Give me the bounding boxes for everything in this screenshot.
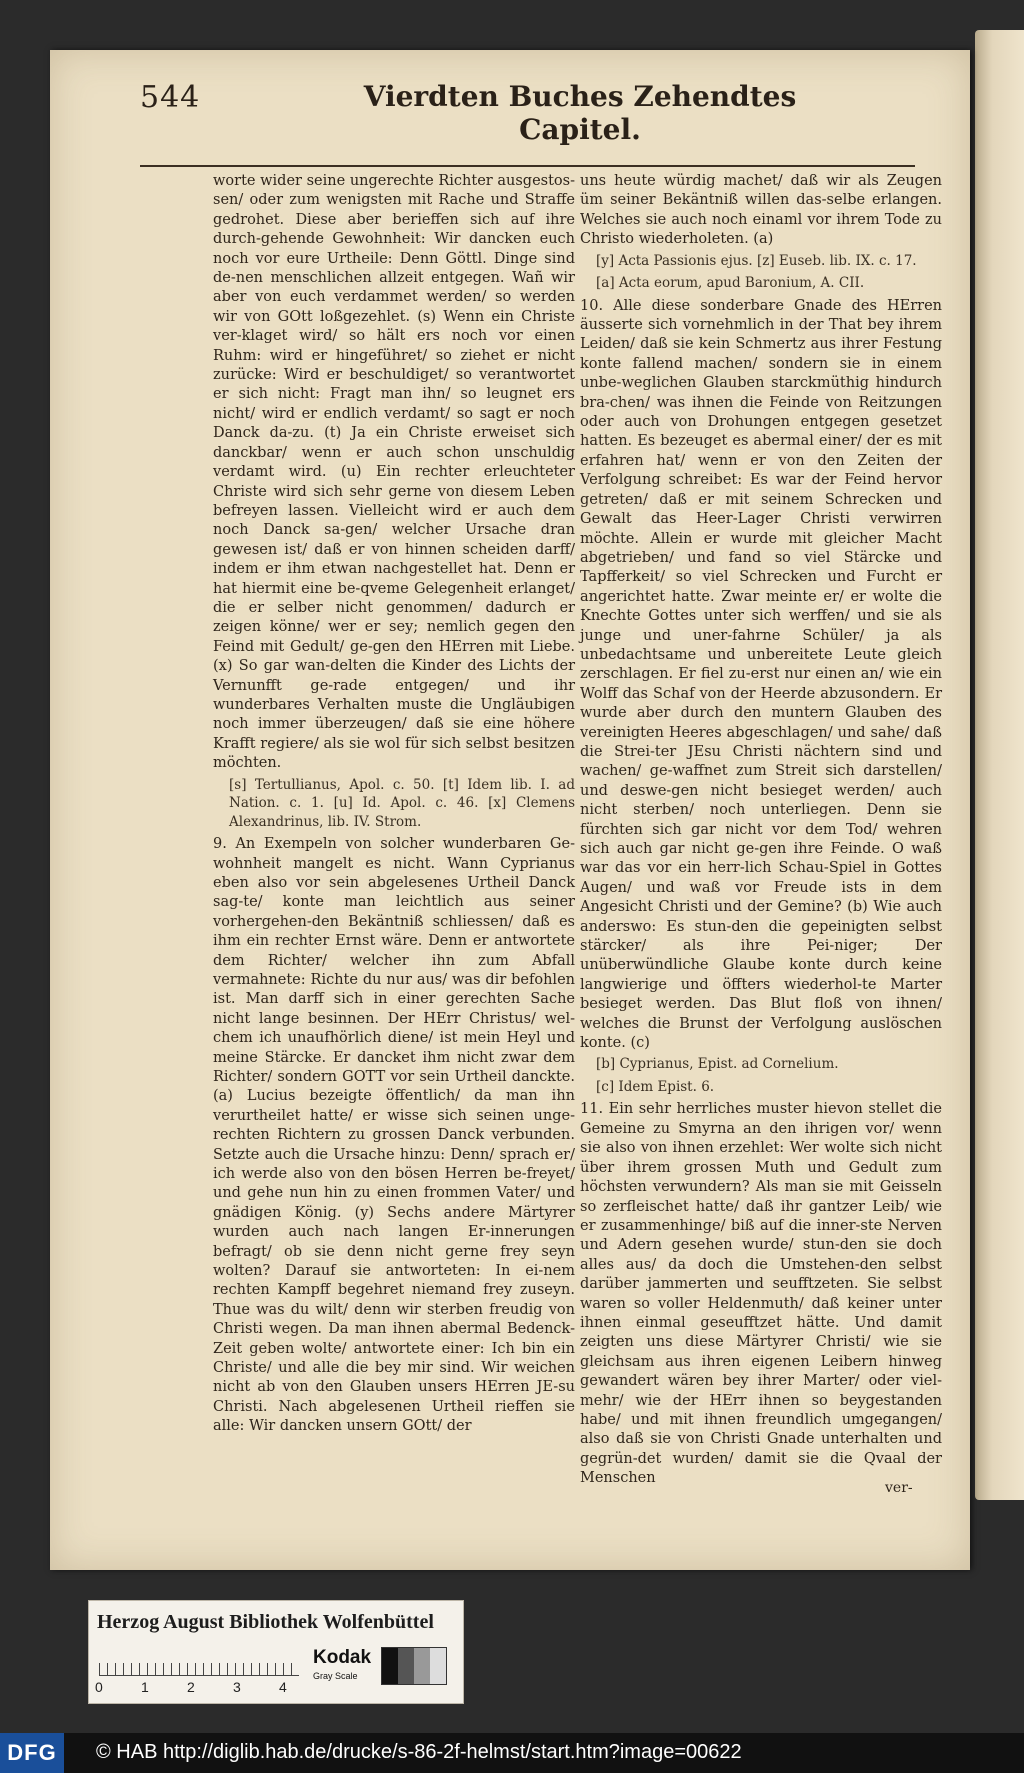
head-rule (140, 165, 915, 167)
footer-bar (0, 1733, 1024, 1773)
right-footnote-1: [y] Acta Passionis ejus. [z] Euseb. lib. IX. c. 17. (596, 252, 917, 269)
library-name: Herzog August Bibliothek Wolfenbüttel (97, 1611, 434, 1633)
right-paragraph-1: uns heute würdig machet/ daß wir als Zeugen üm seiner Bekäntniß willen das-selbe erlangen. Welches sie auch noch einaml vor ihrem Tode zu Christo wiederholeten. (a) (580, 173, 942, 248)
kodak-logo: Kodak (313, 1647, 372, 1668)
ruler-label: 0 (95, 1679, 103, 1695)
adjacent-page-edge (975, 30, 1024, 1500)
left-footnote-1: [s] Tertullianus, Apol. c. 50. [t] Idem lib. I. ad Nation. c. 1. [u] Id. Apol. c. 46. [x] Clemens Alexandrinus, lib. IV. Strom. (229, 776, 575, 830)
ruler-label: 2 (187, 1679, 195, 1695)
scale-ruler (99, 1647, 299, 1676)
page-number: 544 (140, 80, 201, 115)
ruler-label: 1 (141, 1679, 149, 1695)
ruler-label: 3 (233, 1679, 241, 1695)
left-paragraph-2: 9. An Exempeln von solcher wunderbaren Ge-wohnheit mangelt es nicht. Wann Cyprianus eben also vor sein abgelesenes Urtheil Danck sag-te/ konte man leichtlich aus seiner vorhergehen-den Bekäntniß schliessen/ daß es ihm ein rechter Ernst wäre. Denn er antwortete dem Richter/ welcher ihn zum Abfall vermahnete: Richte du nur aus/ was dir befohlen ist. Man darff sich in einer gerechten Sache nicht lange besinnen. Der HErr Christus/ wel-chem ich unaufhörlich diene/ ist mein Heyl und meine Stärcke. Er dancket ihm nicht zwar dem Richter/ sondern GOTT vor sein Urtheil danckte. (a) Lucius bezeigte öffentlich/ da man ihn verurtheilet hatte/ er wisse sich seinen unge-rechten Richtern zu grossen Danck verbunden. Setzte auch die Ursache hinzu: Denn/ sprach er/ ich werde also von den bösen Herren be-freyet/ und gehe nun hin zu einen frommen Vater/ und gnädigen König. (y) Sechs andere Märtyrer wurden auch nach langen Er-innerungen befragt/ ob sie denn nicht gerne frey seyn wolten? Darauf sie antworteten: In ei-nem rechten Kampff begehret niemand frey zuseyn. Thue was du wilt/ denn wir sterben freudig von Christi wegen. Da man ihnen abermal Bedenck-Zeit geben wolte/ antwortete einer: Ich bin ein Christe/ und alle die bey mir sind. Wir weichen nicht ab von den Glauben unsers HErren JE-su Christi. Nach abgelesenen Urtheil rieffen sie alle: Wir dancken unsern GOtt/ der (213, 836, 575, 1435)
right-footnote-4: [c] Idem Epist. 6. (596, 1078, 715, 1095)
right-paragraph-2: 10. Alle diese sonderbare Gnade des HErren äusserte sich vornehmlich in der That bey ihrem Leiden/ daß sie kein Schmertz aus ihrer Festung konte fallend machen/ sondern sie in einem unbe-weglichen Glauben starckmüthig hindurch bra-chen/ was ihnen die Feinde von Reitzungen oder auch von Drohungen entgegen gesetzet hatten. Es bezeuget es abermal einer/ der es mit erfahren hat/ wenn er von den Zeiten der Verfolgung schreibet: Es war der Feind hervor getreten/ daß er mit seinem Schrecken und Gewalt das Heer-Lager Christi verwirren möchte. Allein er wurde mit gleicher Macht abgetrieben/ und fand so viel Stärcke und Tapfferkeit/ so viel Schrecken und Furcht er angerichtet hatte. Zwar meinte er/ er wolte die Knechte Gottes unter sich werffen/ und sie als junge und uner-fahrne Schüler/ ja als unbedachtsame und unbereitete Leute gleich zerschlagen. Er fiel zu-erst nur einen an/ wie ein Wolff das Schaf von der Heerde abzusondern. Er wurde aber durch den muntern Glauben des vereinigten Heeres abgeschlagen/ und sahe/ daß die Strei-ter JEsu Christi nächtern sind und wachen/ ge-waffnet zum Streit sich darstellen/ und deswe-gen nicht besieget werden/ auch nicht sterben/ noch unterliegen. Denn sie fürchten sich gar nicht vor dem Tod/ wehren sich auch gar nicht ge-gen ihre Feinde. O waß war das vor ein herr-lich Schau-Spiel in Gottes Augen/ und waß vor Freude ists in dem Angesicht Christi und der Gemine? (b) Wie auch anderswo: Es stun-den die gepeinigten selbst stärcker/ als ihre Pei-niger; Der unüberwündliche Glaube konte durch keine langwierige und öffters wiederhol-te Marter besieget werden. Das Blut floß von ihnen/ welches die Brunst der Verfolgung auslöschen konte. (c) (580, 297, 942, 1052)
right-footnote-3: [b] Cyprianus, Epist. ad Cornelium. (596, 1056, 839, 1073)
right-column (580, 172, 942, 1489)
gray-scale-label: Gray Scale (313, 1671, 358, 1681)
copyright-url[interactable]: © HAB http://diglib.hab.de/drucke/s-86-2f-helmst/start.htm?image=00622 (96, 1741, 742, 1763)
ruler-labels (95, 1679, 315, 1699)
dfg-logo: DFG (0, 1733, 64, 1773)
left-column (213, 172, 575, 1437)
right-footnote-2: [a] Acta eorum, apud Baronium, A. CII. (596, 275, 865, 292)
right-paragraph-3: 11. Ein sehr herrliches muster hievon stellet die Gemeine zu Smyrna an den ihrigen vor/ wenn sie also von ihnen erzehlet: Wer wolte sich nicht über ihrem grossen Muth und Gedult zum höchsten verwundern? Als man sie mit Geisseln so zerfleischet hatte/ daß ihr gantzer Leib/ wie er zusammenhinge/ biß auf die inner-ste Nerven und Adern gesehen wurde/ stun-den sie doch alles aus/ da doch die Umstehen-den selbst darüber jammerten und seufftzeten. Sie selbst waren so voller Heldenmuth/ daß keiner unter ihnen einmal geseufftzet hätte. Und damit zeigten uns diese Märtyrer Christi/ wie sie gleichsam aus ihren eigenen Leibern hinweg gewandert wären bey ihrer Marter/ oder viel-mehr/ wie der HErr ihnen so beygestanden habe/ und mit ihnen freundlich umgegangen/ also daß sie von Christi Gnade unterhalten und gegrün-det wurden/ damit sie die Qvaal der Menschen (580, 1101, 942, 1487)
ruler-label: 4 (279, 1679, 287, 1695)
gray-scale-patches (381, 1647, 447, 1685)
running-title: Vierdten Buches Zehendtes Capitel. (363, 80, 797, 146)
running-head (140, 80, 900, 146)
catchword: ver- (885, 1480, 913, 1496)
color-target-card (88, 1600, 464, 1704)
left-paragraph-1: worte wider seine ungerechte Richter ausgestos-sen/ oder zum wenigsten mit Rache und Straffe gedrohet. Diese aber berieffen sich auf ihre durch-gehende Gewohnheit: Wir dancken euch noch vor eure Urtheile: Denn Göttl. Dinge sind de-nen menschlichen allzeit entgegen. Wañ wir aber von euch verdammet werden/ so werden wir von GOtt loßgezehlet. (s) Wenn ein Christe ver-klaget wird/ so hält ers noch vor einen Ruhm: wird er hingeführet/ so ziehet er nicht zurücke: Wird er beschuldiget/ so verantwortet er sich nicht: Fragt man ihn/ so leugnet ers nicht/ wird er endlich verdamt/ so sagt er noch Danck da-zu. (t) Ja ein Christe erweiset sich danckbar/ wenn er auch schon unschuldig verdamt wird. (u) Ein rechter erleuchteter Christe wird sich sehr gerne von diesem Leben befreyen lassen. Vielleicht wird er auch dem noch Danck sa-gen/ welcher Ursache dran gewesen ist/ daß er von hinnen scheiden darff/ indem er ihm etwan nachgestellet hat. Denn er hat hiermit eine be-qveme Gelegenheit erlanget/ die er selber nicht genommen/ dadurch er zeigen könne/ wer er sey; nemlich gegen den Feind mit Gedult/ ge-gen den HErren mit Liebe. (x) So gar wan-delten die Kinder des Lichts der Vernunfft ge-rade entgegen/ und ihr wunderbares Verhalten muste die Ungläubigen noch immer überzeugen/ daß sie eine höhere Krafft regiere/ als sie wol für sich selbst besitzen möchten. (213, 173, 575, 772)
